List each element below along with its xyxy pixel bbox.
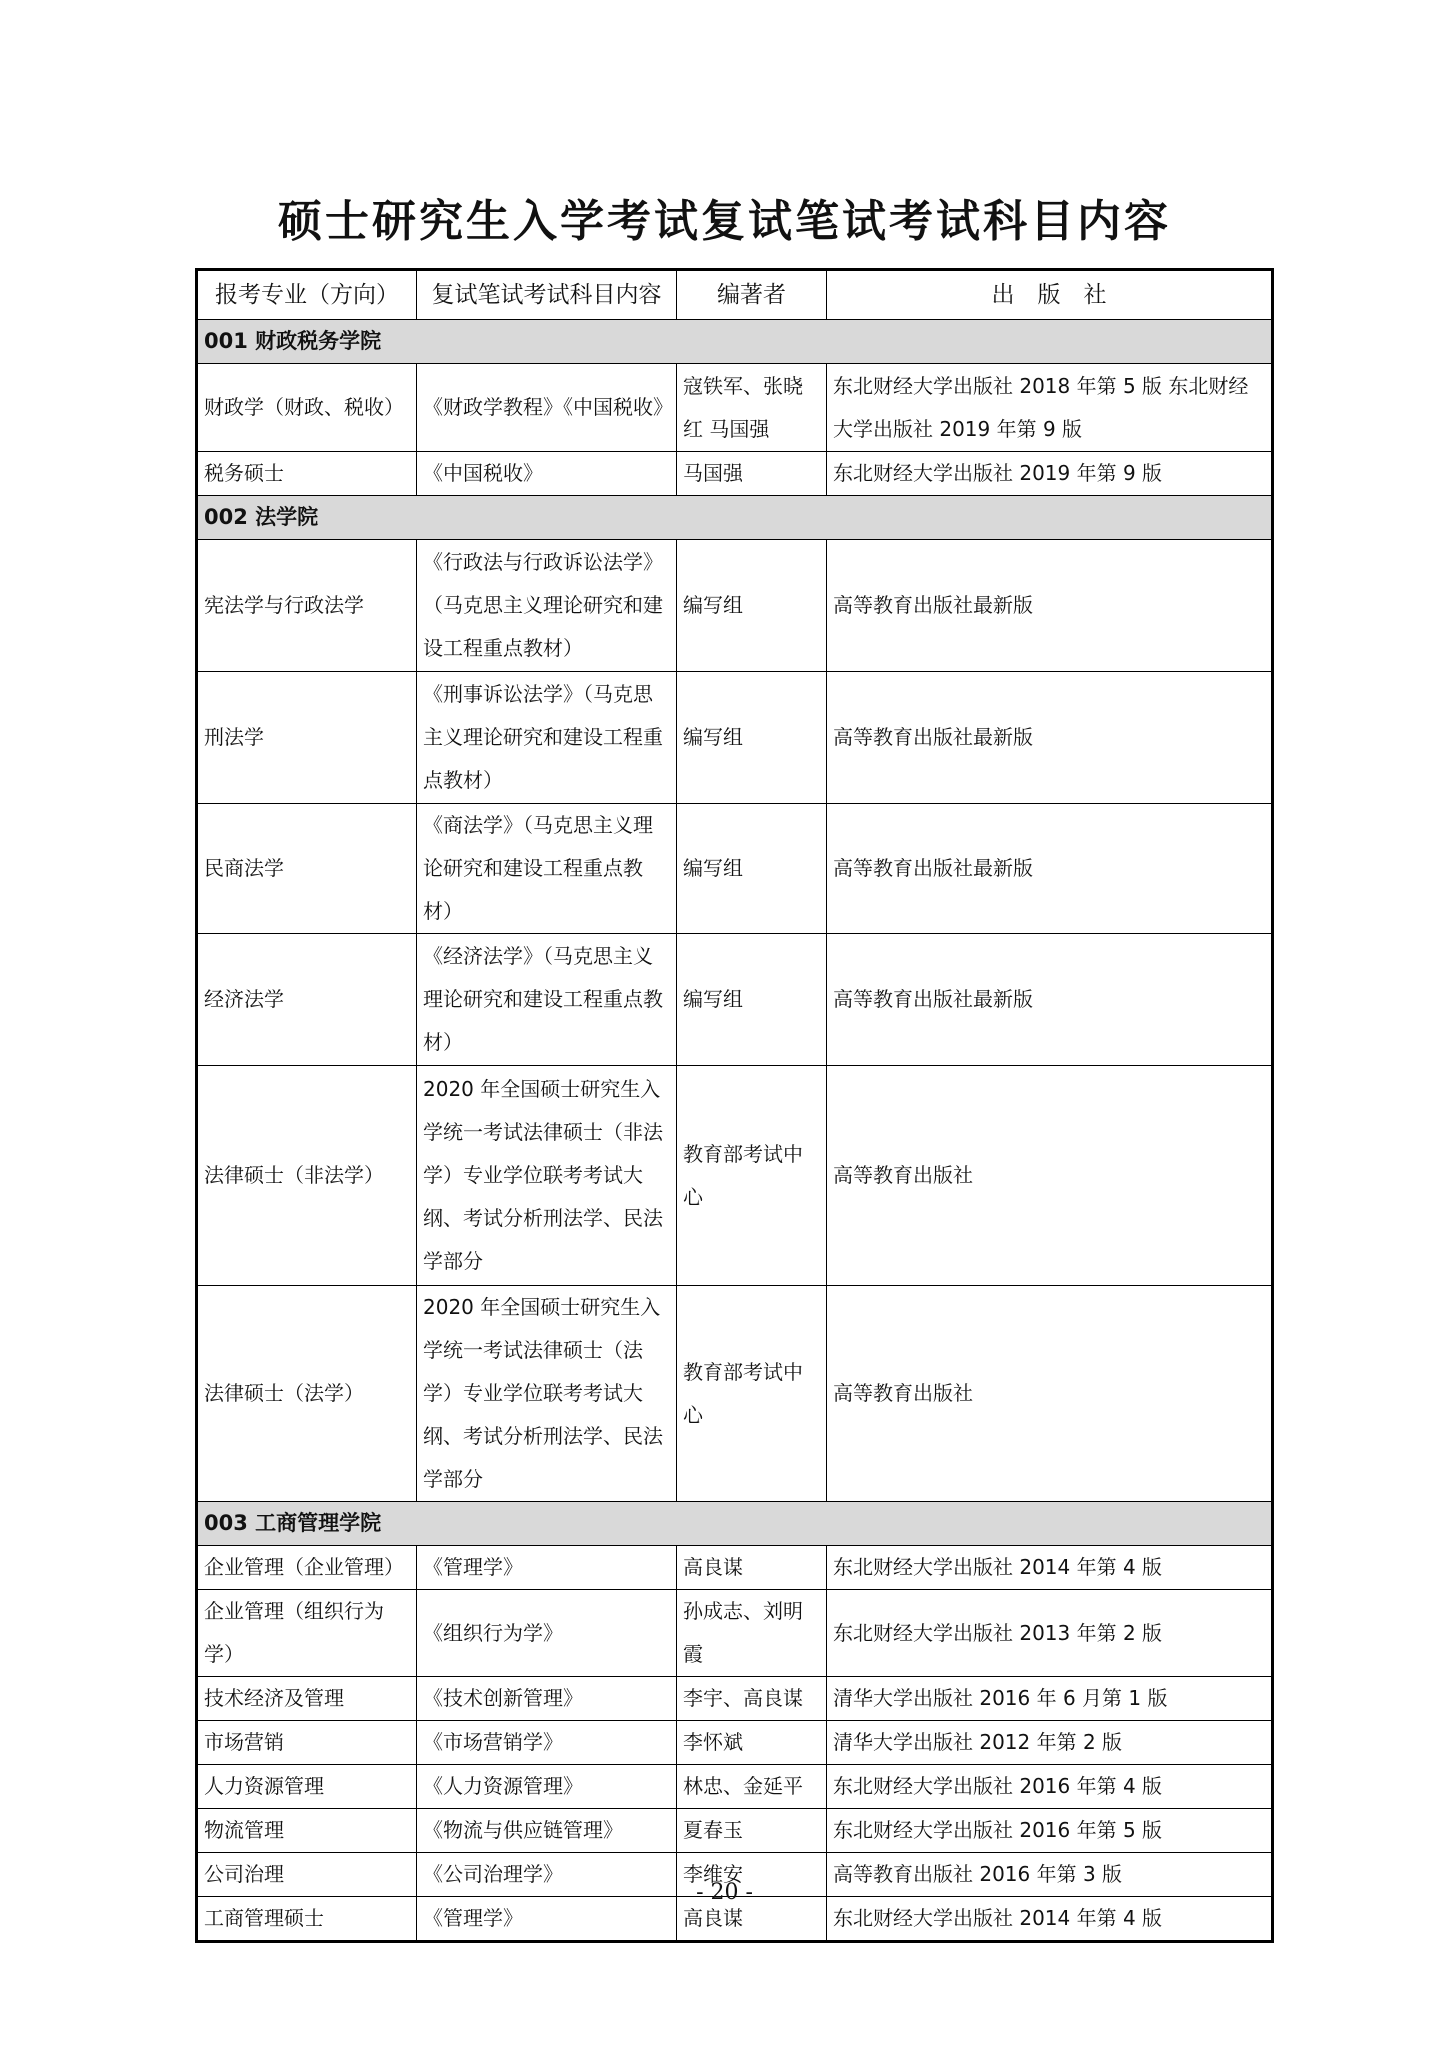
cell-subject: 《刑事诉讼法学》（马克思主义理论研究和建设工程重点教材） xyxy=(417,672,677,804)
cell-publisher: 东北财经大学出版社 2019 年第 9 版 xyxy=(827,452,1273,496)
cell-major: 税务硕士 xyxy=(197,452,417,496)
cell-author: 孙成志、刘明霞 xyxy=(677,1590,827,1677)
header-author: 编著者 xyxy=(677,270,827,320)
table-row xyxy=(197,1286,1273,1502)
cell-publisher: 东北财经大学出版社 2014 年第 4 版 xyxy=(827,1897,1273,1942)
table-row xyxy=(197,1677,1273,1721)
cell-major: 企业管理（组织行为学） xyxy=(197,1590,417,1677)
table-row xyxy=(197,672,1273,804)
cell-publisher: 东北财经大学出版社 2016 年第 4 版 xyxy=(827,1765,1273,1809)
cell-subject: 《组织行为学》 xyxy=(417,1590,677,1677)
cell-publisher: 东北财经大学出版社 2013 年第 2 版 xyxy=(827,1590,1273,1677)
header-major: 报考专业（方向） xyxy=(197,270,417,320)
cell-major: 企业管理（企业管理） xyxy=(197,1546,417,1590)
cell-major: 财政学（财政、税收） xyxy=(197,364,417,452)
cell-publisher: 高等教育出版社最新版 xyxy=(827,804,1273,934)
cell-major: 物流管理 xyxy=(197,1809,417,1853)
table-row xyxy=(197,1721,1273,1765)
table-row xyxy=(197,1546,1273,1590)
cell-major: 工商管理硕士 xyxy=(197,1897,417,1942)
cell-major: 公司治理 xyxy=(197,1853,417,1897)
cell-author: 夏春玉 xyxy=(677,1809,827,1853)
cell-author: 编写组 xyxy=(677,934,827,1066)
cell-author: 林忠、金延平 xyxy=(677,1765,827,1809)
cell-publisher: 高等教育出版社 xyxy=(827,1066,1273,1286)
table-row xyxy=(197,1066,1273,1286)
section-title: 001 财政税务学院 xyxy=(197,320,1273,364)
cell-major: 民商法学 xyxy=(197,804,417,934)
cell-major: 刑法学 xyxy=(197,672,417,804)
cell-author: 寇铁军、张晓红 马国强 xyxy=(677,364,827,452)
cell-subject: 《公司治理学》 xyxy=(417,1853,677,1897)
cell-author: 李怀斌 xyxy=(677,1721,827,1765)
cell-subject: 《商法学》（马克思主义理论研究和建设工程重点教材） xyxy=(417,804,677,934)
table-row xyxy=(197,1765,1273,1809)
section-row xyxy=(197,320,1273,364)
cell-author: 高良谋 xyxy=(677,1897,827,1942)
table-row xyxy=(197,540,1273,672)
cell-publisher: 高等教育出版社 2016 年第 3 版 xyxy=(827,1853,1273,1897)
cell-publisher: 东北财经大学出版社 2018 年第 5 版 东北财经大学出版社 2019 年第 9 版 xyxy=(827,364,1273,452)
cell-publisher: 清华大学出版社 2012 年第 2 版 xyxy=(827,1721,1273,1765)
cell-author: 高良谋 xyxy=(677,1546,827,1590)
cell-author: 教育部考试中心 xyxy=(677,1286,827,1502)
section-title: 003 工商管理学院 xyxy=(197,1502,1273,1546)
cell-publisher: 东北财经大学出版社 2014 年第 4 版 xyxy=(827,1546,1273,1590)
table-row xyxy=(197,364,1273,452)
exam-subject-table xyxy=(195,268,1274,1943)
cell-subject: 《行政法与行政诉讼法学》（马克思主义理论研究和建设工程重点教材） xyxy=(417,540,677,672)
cell-subject: 《管理学》 xyxy=(417,1897,677,1942)
cell-major: 技术经济及管理 xyxy=(197,1677,417,1721)
page-number: - 20 - xyxy=(696,1880,753,1905)
table-row xyxy=(197,452,1273,496)
section-row xyxy=(197,496,1273,540)
cell-subject: 《中国税收》 xyxy=(417,452,677,496)
section-row xyxy=(197,1502,1273,1546)
cell-publisher: 清华大学出版社 2016 年 6 月第 1 版 xyxy=(827,1677,1273,1721)
header-publisher: 出 版 社 xyxy=(827,270,1273,320)
cell-author: 李宇、高良谋 xyxy=(677,1677,827,1721)
cell-subject: 《物流与供应链管理》 xyxy=(417,1809,677,1853)
cell-subject: 《财政学教程》《中国税收》 xyxy=(417,364,677,452)
section-title: 002 法学院 xyxy=(197,496,1273,540)
cell-major: 法律硕士（非法学） xyxy=(197,1066,417,1286)
table-row xyxy=(197,934,1273,1066)
cell-subject: 《人力资源管理》 xyxy=(417,1765,677,1809)
table-header-row xyxy=(197,270,1273,320)
cell-publisher: 东北财经大学出版社 2016 年第 5 版 xyxy=(827,1809,1273,1853)
cell-author: 教育部考试中心 xyxy=(677,1066,827,1286)
cell-author: 编写组 xyxy=(677,804,827,934)
table-row xyxy=(197,1590,1273,1677)
cell-subject: 2020 年全国硕士研究生入学统一考试法律硕士（非法学）专业学位联考考试大纲、考试分析刑法学、民法学部分 xyxy=(417,1066,677,1286)
cell-publisher: 高等教育出版社 xyxy=(827,1286,1273,1502)
header-subject: 复试笔试考试科目内容 xyxy=(417,270,677,320)
table-row xyxy=(197,804,1273,934)
cell-major: 市场营销 xyxy=(197,1721,417,1765)
cell-author: 李维安 xyxy=(677,1853,827,1897)
cell-subject: 《市场营销学》 xyxy=(417,1721,677,1765)
cell-major: 经济法学 xyxy=(197,934,417,1066)
page-title: 硕士研究生入学考试复试笔试考试科目内容 xyxy=(278,196,1171,247)
cell-author: 马国强 xyxy=(677,452,827,496)
cell-major: 宪法学与行政法学 xyxy=(197,540,417,672)
table-row xyxy=(197,1809,1273,1853)
cell-major: 法律硕士（法学） xyxy=(197,1286,417,1502)
cell-subject: 《技术创新管理》 xyxy=(417,1677,677,1721)
cell-publisher: 高等教育出版社最新版 xyxy=(827,934,1273,1066)
cell-subject: 2020 年全国硕士研究生入学统一考试法律硕士（法学）专业学位联考考试大纲、考试分析刑法学、民法学部分 xyxy=(417,1286,677,1502)
cell-publisher: 高等教育出版社最新版 xyxy=(827,672,1273,804)
cell-author: 编写组 xyxy=(677,672,827,804)
cell-major: 人力资源管理 xyxy=(197,1765,417,1809)
cell-publisher: 高等教育出版社最新版 xyxy=(827,540,1273,672)
cell-subject: 《经济法学》（马克思主义理论研究和建设工程重点教材） xyxy=(417,934,677,1066)
cell-author: 编写组 xyxy=(677,540,827,672)
cell-subject: 《管理学》 xyxy=(417,1546,677,1590)
